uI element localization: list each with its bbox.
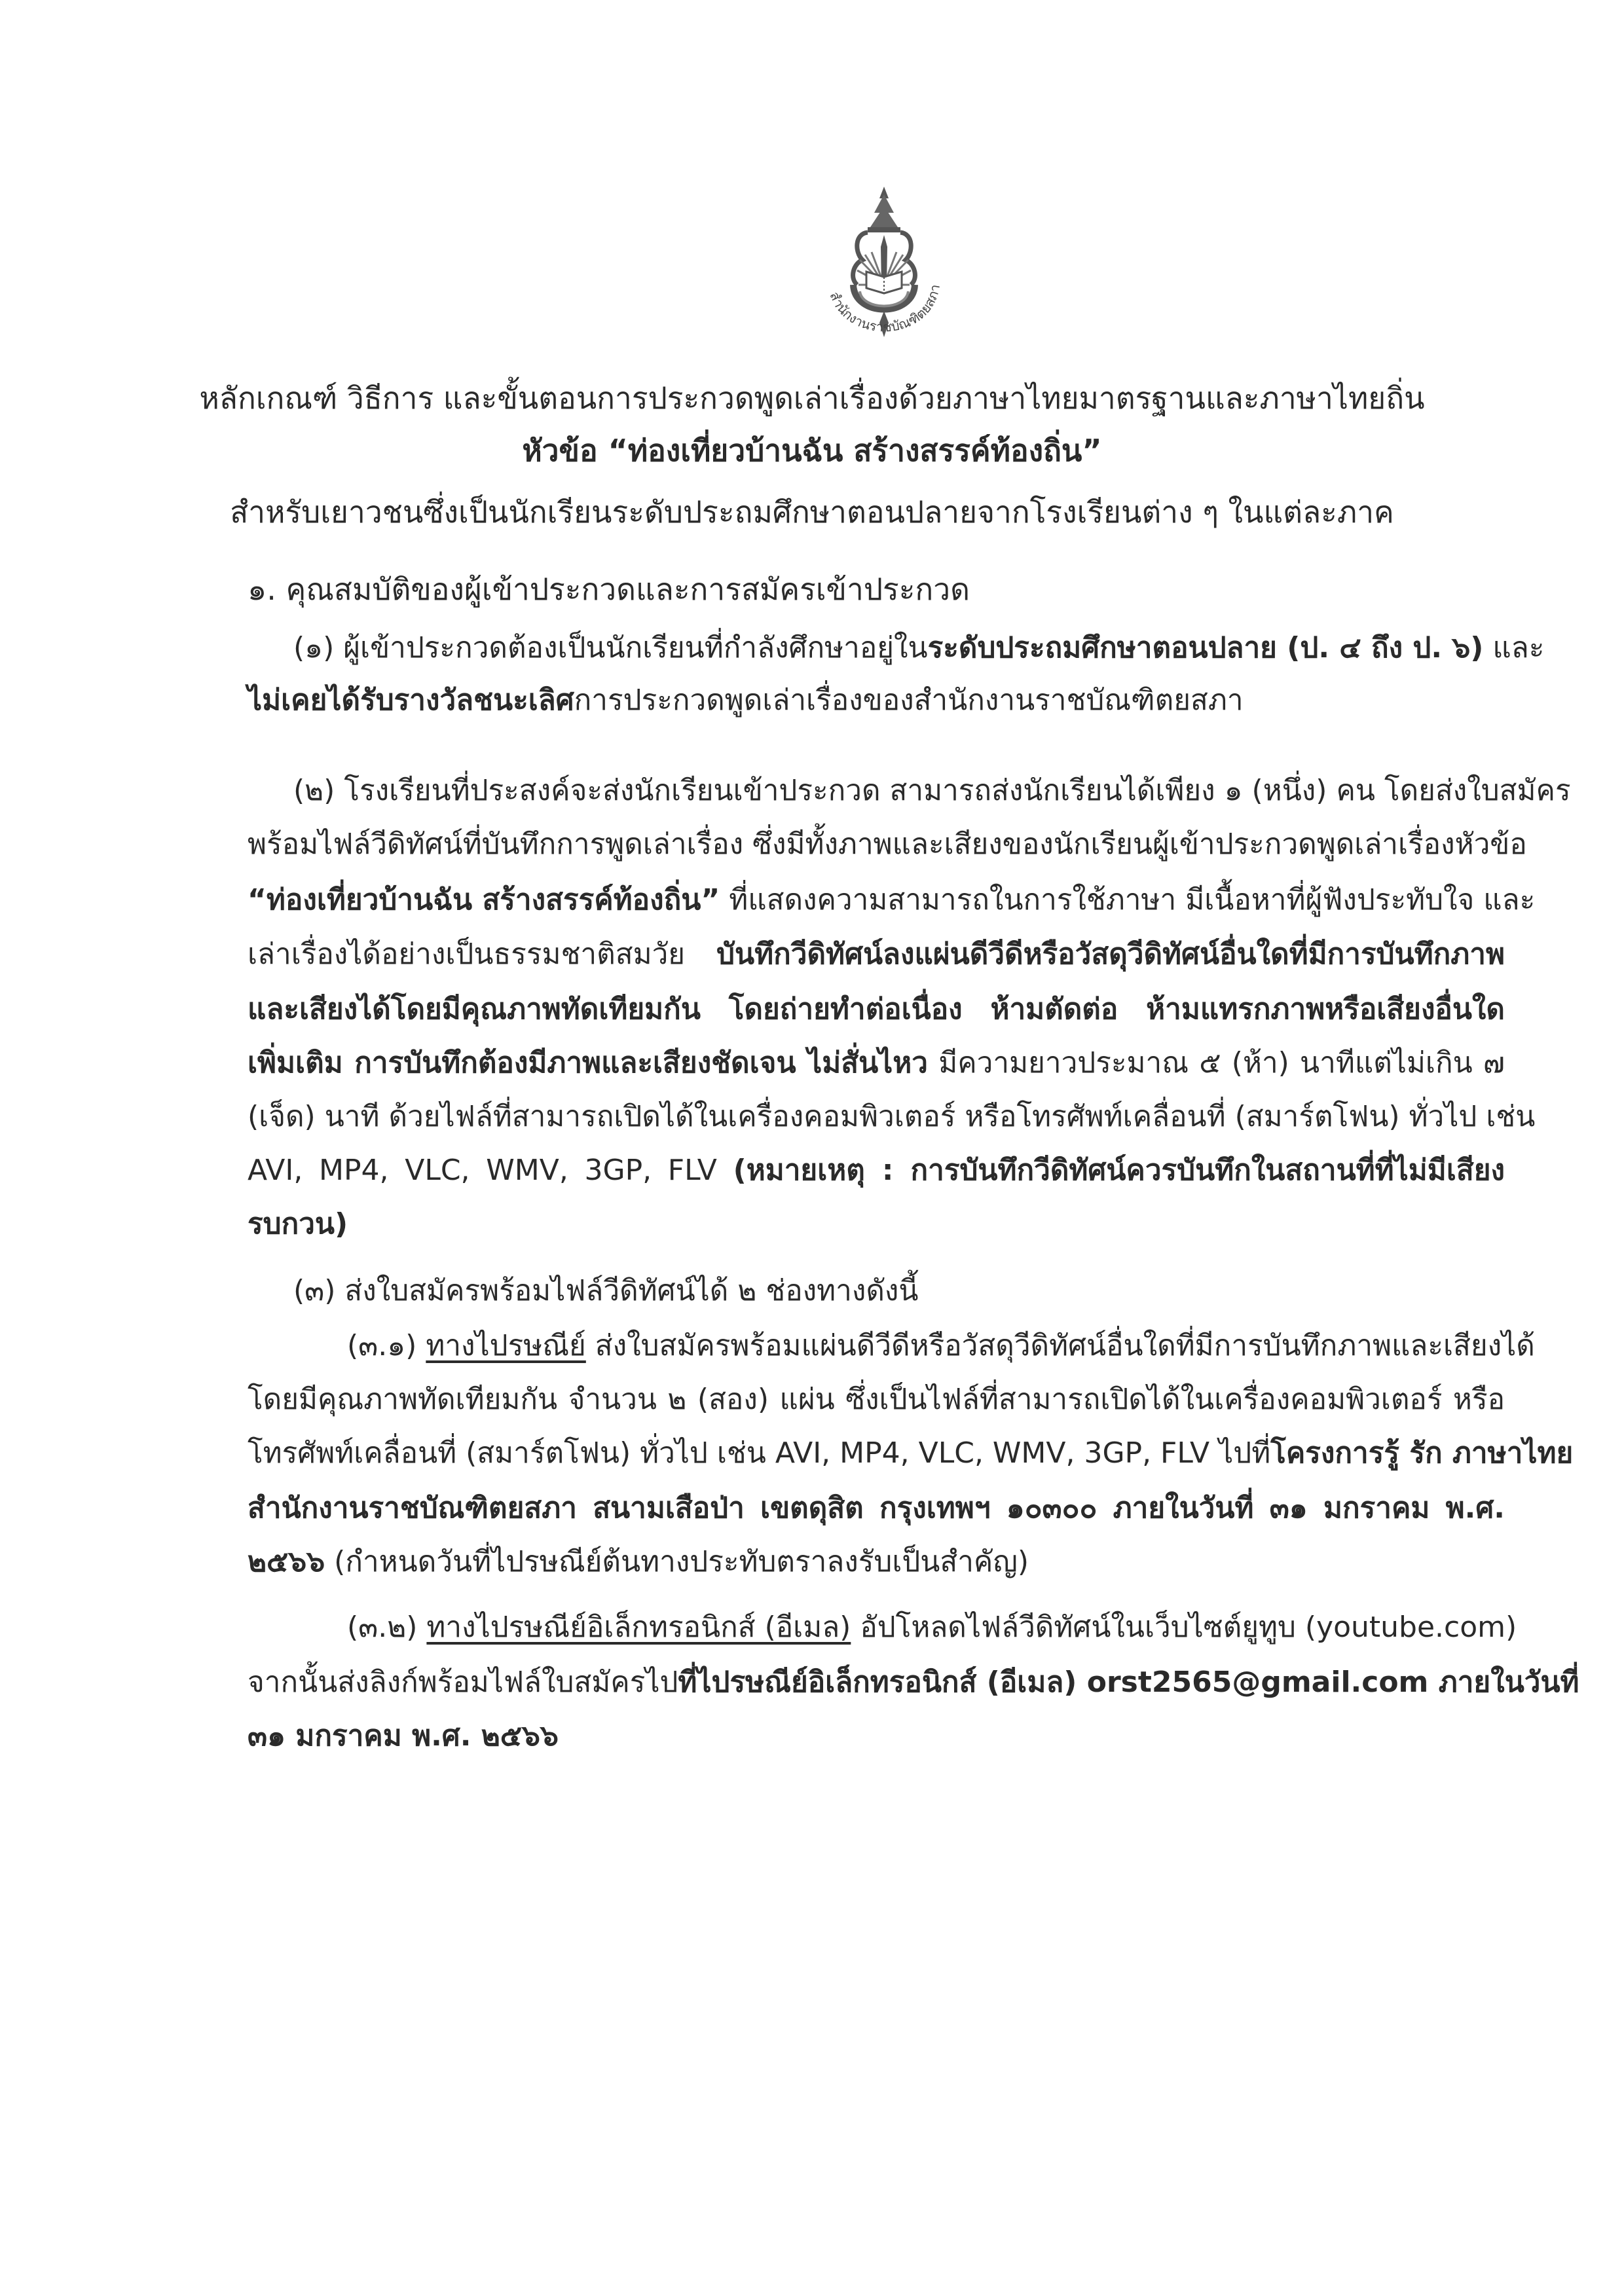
- paragraph-line: [248, 1434, 1574, 1473]
- text-run: ที่แสดงความสามารถในการใช้ภาษา มีเนื้อหาที่ผู้ฟังประทับใจ และ: [720, 883, 1536, 917]
- bold-text: รบกวน): [248, 1207, 348, 1241]
- text-run: โทรศัพท์เคลื่อนที่ (สมาร์ตโฟน) ทั่วไป เช่น AVI, MP4, VLC, WMV, 3GP, FLV ไปที่: [248, 1436, 1271, 1470]
- text-run: และ: [1483, 631, 1545, 665]
- bold-text: และเสียงได้โดยมีคุณภาพทัดเทียมกัน โดยถ่ายทำต่อเนื่อง ห้ามตัดต่อ ห้ามแทรกภาพหรือเสียงอื่นใด: [248, 993, 1505, 1026]
- text-run: (๓) ส่งใบสมัครพร้อมไฟล์วีดิทัศน์ได้ ๒ ช่องทางดังนี้: [293, 1274, 919, 1307]
- bold-text: โครงการรู้ รัก ภาษาไทย: [1270, 1436, 1574, 1470]
- bold-text: ๓๑ มกราคม พ.ศ. ๒๕๖๖: [248, 1719, 559, 1753]
- text-run: (๓.๒): [347, 1611, 427, 1644]
- paragraph-line: [248, 935, 1505, 974]
- emblem-caption: สำนักงานราชบัณฑิตยสภา: [826, 283, 944, 335]
- paragraph-line: [248, 1542, 1505, 1582]
- bold-text: บันทึกวีดิทัศน์ลงแผ่นดีวีดีหรือวัสดุวีดิทัศน์อื่นใดที่มีการบันทึกภาพ: [716, 938, 1505, 971]
- underlined-text: ทางไปรษณีย์อิเล็กทรอนิกส์ (อีเมล): [426, 1611, 851, 1644]
- text-run: (เจ็ด) นาที ด้วยไฟล์ที่สามารถเปิดได้ในเครื่องคอมพิวเตอร์ หรือโทรศัพท์เคลื่อนที่ (สมาร์ตโฟน) ทั่วไป เช่น: [248, 1100, 1536, 1133]
- paragraph-line: [248, 1205, 1505, 1244]
- paragraph-line: [248, 881, 1536, 920]
- text-run: ส่งใบสมัครพร้อมแผ่นดีวีดีหรือวัสดุวีดิทัศน์อื่นใดที่มีการบันทึกภาพและเสียงได้: [585, 1329, 1535, 1362]
- paragraph-line: [248, 1097, 1536, 1137]
- paragraph-line: [293, 629, 1545, 668]
- royal-society-emblem-icon: [802, 187, 966, 344]
- target-audience-subtitle: สำหรับเยาวชนซึ่งเป็นนักเรียนระดับประถมศึกษาตอนปลายจากโรงเรียนต่าง ๆ ในแต่ละภาค: [230, 494, 1394, 530]
- text-run: AVI, MP4, VLC, WMV, 3GP, FLV: [248, 1154, 733, 1187]
- bold-text: ๒๕๖๖: [248, 1545, 325, 1578]
- text-run: อัปโหลดไฟล์วีดิทัศน์ในเว็บไซต์ยูทูบ (youtube.com): [851, 1611, 1517, 1644]
- paragraph-line: [248, 1151, 1505, 1190]
- text-run: (๑) ผู้เข้าประกวดต้องเป็นนักเรียนที่กำลังศึกษาอยู่ใน: [293, 631, 928, 665]
- text-run: มีความยาวประมาณ ๕ (ห้า) นาทีแต่ไม่เกิน ๗: [928, 1046, 1505, 1080]
- text-run: พร้อมไฟล์วีดิทัศน์ที่บันทึกการพูดเล่าเรื่อง ซึ่งมีทั้งภาพและเสียงของนักเรียนผู้เข้าประกวดพูดเล่าเรื่องหัวข้อ: [248, 828, 1527, 861]
- paragraph-line: [248, 1663, 1579, 1702]
- topic-title: หัวข้อ “ท่องเที่ยวบ้านฉัน สร้างสรรค์ท้องถิ่น”: [522, 433, 1102, 468]
- text-run: (๒) โรงเรียนที่ประสงค์จะส่งนักเรียนเข้าประกวด สามารถส่งนักเรียนได้เพียง ๑ (หนึ่ง) คน โดยส่งใบสมัคร: [293, 774, 1571, 807]
- text-run: โดยมีคุณภาพทัดเทียมกัน จำนวน ๒ (สอง) แผ่น ซึ่งเป็นไฟล์ที่สามารถเปิดได้ในเครื่องคอมพิวเตอร์ หรือ: [248, 1383, 1505, 1416]
- paragraph-line: [248, 825, 1527, 864]
- bold-text: ระดับประถมศึกษาตอนปลาย (ป. ๔ ถึง ป. ๖): [927, 631, 1484, 665]
- bold-text: เพิ่มเติม การบันทึกต้องมีภาพและเสียงชัดเจน ไม่สั่นไหว: [248, 1046, 928, 1080]
- paragraph-line: [248, 1044, 1505, 1083]
- text-run: จากนั้นส่งลิงก์พร้อมไฟล์ใบสมัครไป: [248, 1666, 678, 1699]
- text-run: การประกวดพูดเล่าเรื่องของสำนักงานราชบัณฑิตยสภา: [574, 683, 1244, 717]
- text-run: เล่าเรื่องได้อย่างเป็นธรรมชาติสมวัย: [248, 938, 717, 971]
- bold-text: ที่ไปรษณีย์อิเล็กทรอนิกส์ (อีเมล) orst2565@gmail.com ภายในวันที่: [678, 1666, 1579, 1699]
- paragraph-line: [248, 681, 1505, 720]
- bold-text: “ท่องเที่ยวบ้านฉัน สร้างสรรค์ท้องถิ่น”: [248, 883, 720, 917]
- paragraph-line: [293, 1271, 1505, 1311]
- paragraph-line: [347, 1608, 1517, 1647]
- paragraph-line: [248, 1717, 1505, 1756]
- text-run: (กำหนดวันที่ไปรษณีย์ต้นทางประทับตราลงรับเป็นสำคัญ): [325, 1545, 1029, 1578]
- bold-text: ไม่เคยได้รับรางวัลชนะเลิศ: [248, 683, 574, 717]
- paragraph-line: [347, 1326, 1535, 1366]
- bold-text: สำนักงานราชบัณฑิตยสภา สนามเสือป่า เขตดุสิต กรุงเทพฯ ๑๐๓๐๐ ภายในวันที่ ๓๑ มกราคม พ.ศ.: [248, 1491, 1505, 1525]
- underlined-text: ทางไปรษณีย์: [426, 1329, 586, 1362]
- paragraph-line: [293, 771, 1571, 811]
- paragraph-line: [248, 1489, 1505, 1528]
- bold-text: (หมายเหตุ : การบันทึกวีดิทัศน์ควรบันทึกในสถานที่ที่ไม่มีเสียง: [733, 1154, 1505, 1187]
- document-title: หลักเกณฑ์ วิธีการ และขั้นตอนการประกวดพูดเล่าเรื่องด้วยภาษาไทยมาตรฐานและภาษาไทยถิ่น: [199, 380, 1425, 416]
- paragraph-line: [248, 1380, 1505, 1419]
- paragraph-line: [248, 990, 1505, 1029]
- section-1-title: ๑. คุณสมบัติของผู้เข้าประกวดและการสมัครเข้าประกวด: [248, 572, 970, 607]
- text-run: (๓.๑): [347, 1329, 426, 1362]
